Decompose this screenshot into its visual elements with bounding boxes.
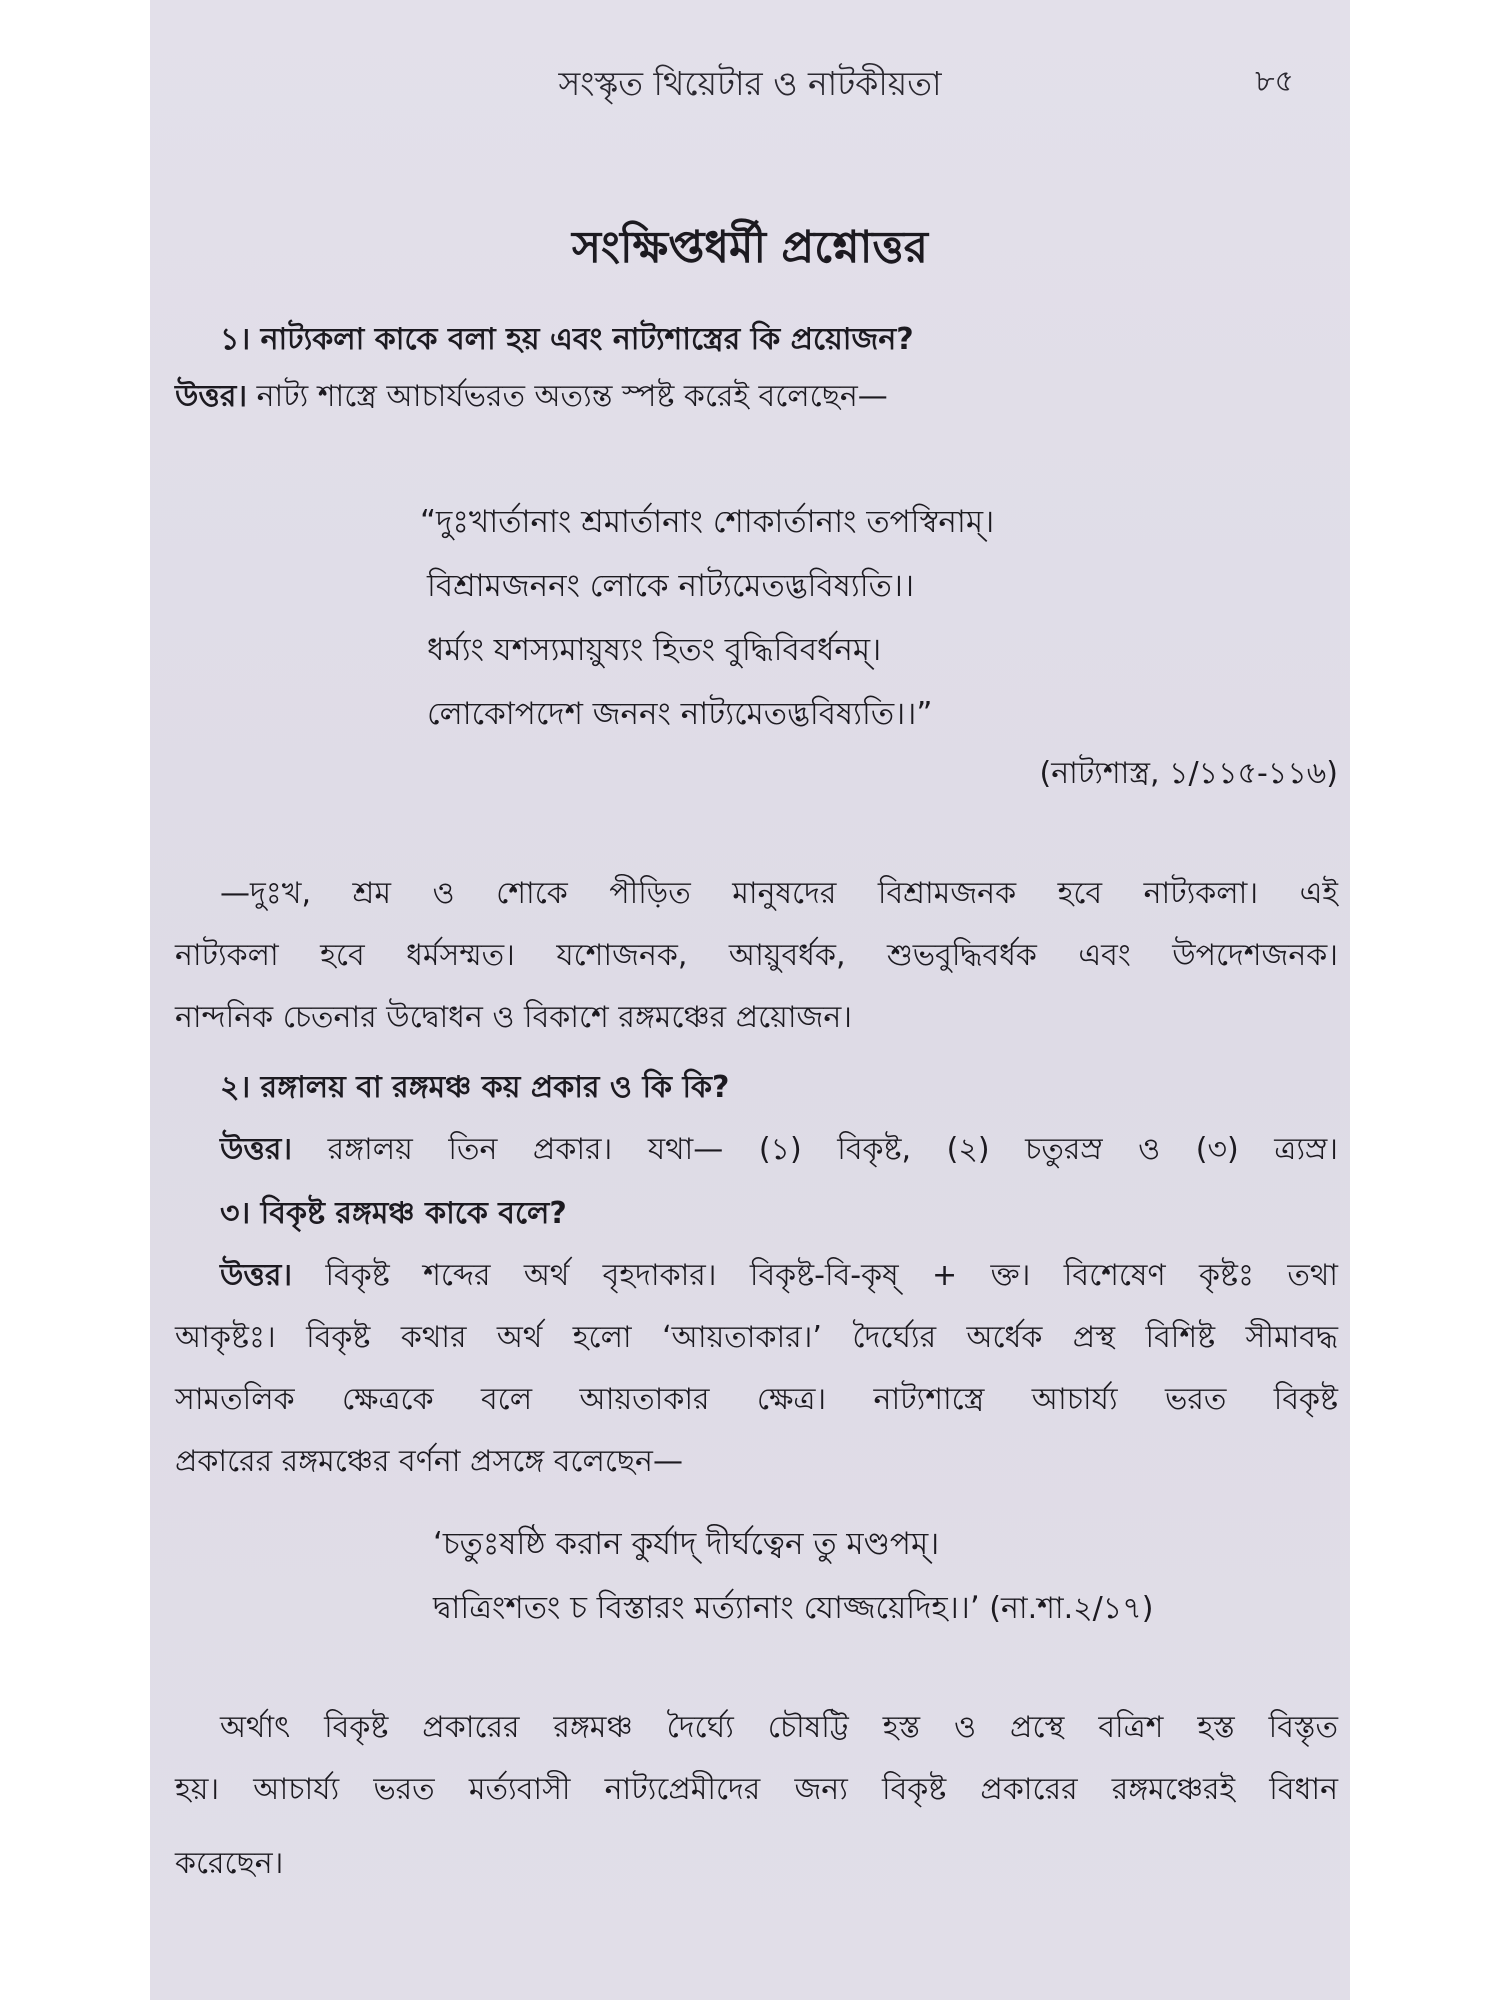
paragraph-line: —দুঃখ, শ্রম ও শোকে পীড়িত মানুষদের বিশ্রামজনক হবে নাট্যকলা। এই <box>220 876 1338 911</box>
page-number: ৮৫ <box>1255 64 1294 99</box>
paragraph-line: নান্দনিক চেতনার উদ্বোধন ও বিকাশে রঙ্গমঞ্চের প্রয়োজন। <box>175 1000 852 1035</box>
answer-3-text: বিকৃষ্ট শব্দের অর্থ বৃহদাকার। বিকৃষ্ট-বি-কৃষ্ + ক্ত। বিশেষেণ কৃষ্টঃ তথা <box>325 1258 1339 1293</box>
verse-line: লোকোপদেশ জননং নাট্যমেতদ্ভবিষ্যতি।।” <box>427 696 933 732</box>
book-page <box>150 0 1350 2000</box>
paragraph-line: প্রকারের রঙ্গমঞ্চের বর্ণনা প্রসঙ্গে বলেছেন— <box>175 1444 683 1479</box>
paragraph-line: হয়। আচার্য্য ভরত মর্ত্যবাসী নাট্যপ্রেমীদের জন্য বিকৃষ্ট প্রকারের রঙ্গমঞ্চেরই বিধান <box>175 1772 1338 1807</box>
verse-line: বিশ্রামজননং লোকে নাট্যমেতদ্ভবিষ্যতি।। <box>427 568 915 604</box>
paragraph-line: করেছেন। <box>175 1846 284 1881</box>
question-2: ২। রঙ্গালয় বা রঙ্গমঞ্চ কয় প্রকার ও কি কি? <box>220 1070 730 1105</box>
verse-line: “দুঃখার্তানাং শ্রমার্তানাং শোকার্তানাং তপস্বিনাম্। <box>420 504 995 540</box>
answer-label: উত্তর। <box>220 1258 293 1293</box>
answer-label: উত্তর। <box>220 1132 293 1167</box>
verse-with-citation <box>433 1586 1338 1631</box>
citation: (না.শা.২/১৭) <box>989 1591 1154 1626</box>
verse-line: ধর্ম্যং যশস্যমায়ুষ্যং হিতং বুদ্ধিবিবর্ধনম্। <box>427 632 882 668</box>
paragraph-line: নাট্যকলা হবে ধর্মসম্মত। যশোজনক, আয়ুবর্ধক, শুভবুদ্ধিবর্ধক এবং উপদেশজনক। <box>175 938 1338 973</box>
answer-1-text: নাট্য শাস্ত্রে আচার্যভরত অত্যন্ত স্পষ্ট করেই বলেছেন— <box>256 379 888 414</box>
citation: (নাট্যশাস্ত্র, ১/১১৫-১১৬) <box>1039 756 1338 791</box>
section-title: সংক্ষিপ্তধর্মী প্রশ্নোত্তর <box>571 222 929 273</box>
question-3: ৩। বিকৃষ্ট রঙ্গমঞ্চ কাকে বলে? <box>220 1196 567 1231</box>
paragraph-line: সামতলিক ক্ষেত্রকে বলে আয়তাকার ক্ষেত্র। নাট্যশাস্ত্রে আচার্য্য ভরত বিকৃষ্ট <box>175 1382 1338 1417</box>
answer-label: উত্তর। <box>175 379 248 414</box>
verse-line: দ্বাত্রিংশতং চ বিস্তারং মর্ত্যানাং যোজ্জয়েদিহ।।’ <box>433 1590 980 1626</box>
paragraph-line: অর্থাৎ বিকৃষ্ট প্রকারের রঙ্গমঞ্চ দৈর্ঘ্যে চৌষট্টি হস্ত ও প্রস্থে বত্রিশ হস্ত বিস্তৃত <box>220 1710 1338 1745</box>
question-1: ১। নাট্যকলা কাকে বলা হয় এবং নাট্যশাস্ত্রের কি প্রয়োজন? <box>220 322 914 357</box>
answer-3-line <box>220 1254 1338 1298</box>
running-title: সংস্কৃত থিয়েটার ও নাটকীয়তা <box>558 64 942 103</box>
verse-line: ‘চতুঃষষ্ঠি করান কুর্যাদ্ দীর্ঘত্বেন তু মণ্ডপম্। <box>433 1526 940 1562</box>
answer-2-text: রঙ্গালয় তিন প্রকার। যথা— (১) বিকৃষ্ট, (২) চতুরস্র ও (৩) ত্র্যস্র। <box>327 1132 1339 1167</box>
answer-2 <box>220 1128 1338 1172</box>
paragraph-line: আকৃষ্টঃ। বিকৃষ্ট কথার অর্থ হলো ‘আয়তাকার।’ দৈর্ঘ্যের অর্ধেক প্রস্থ বিশিষ্ট সীমাবদ্ধ <box>175 1320 1338 1355</box>
answer-1-intro <box>175 375 888 419</box>
